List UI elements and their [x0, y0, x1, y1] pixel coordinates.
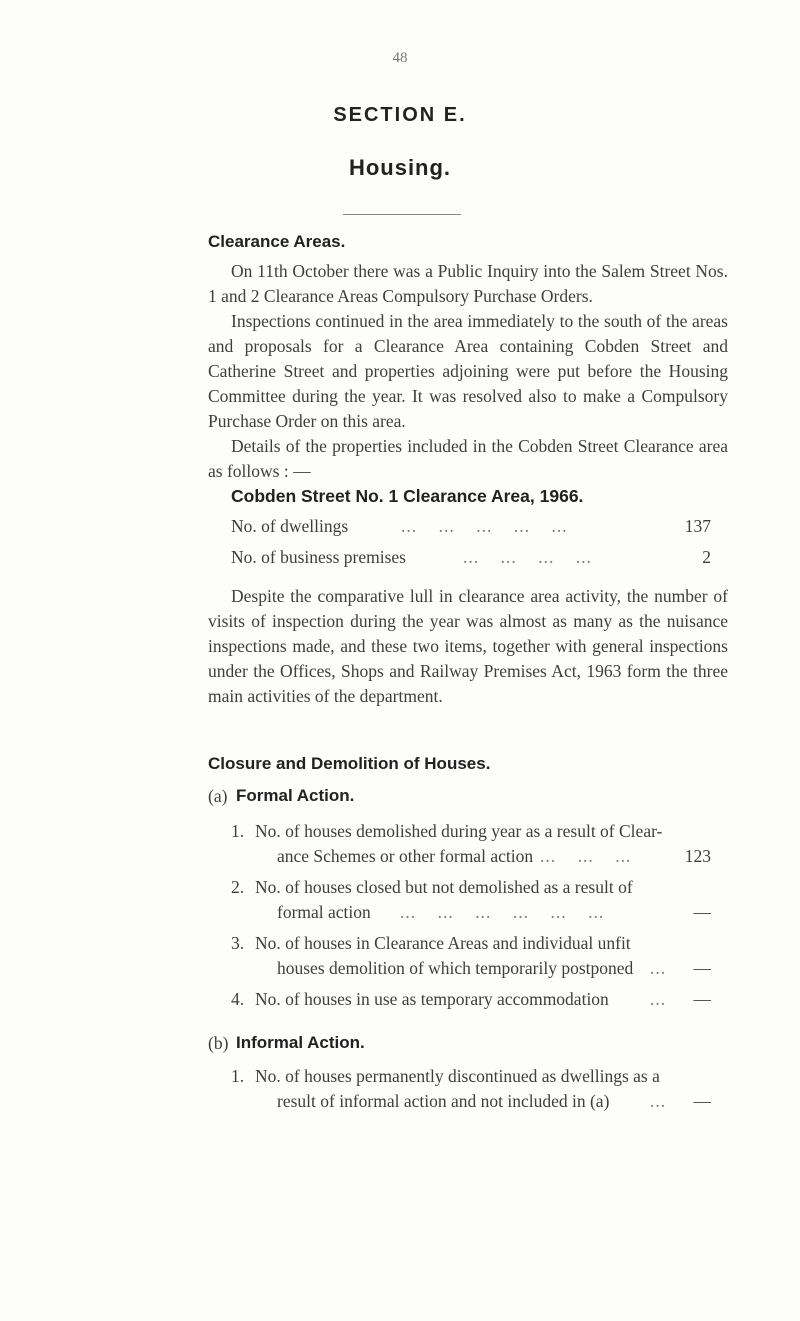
clearance-paragraph-3: Details of the properties included in the Cobden Street Clearance area as follows : — [208, 436, 728, 481]
informal-item-text-cont: result of informal action and not included in (a) [277, 1091, 610, 1111]
row-label: No. of business premises [231, 547, 406, 567]
formal-heading: Formal Action. [236, 786, 355, 805]
formal-item-value: — [693, 958, 711, 978]
clearance-heading: Clearance Areas. [208, 232, 346, 251]
formal-item-number: 4. [231, 989, 245, 1009]
formal-item-text: No. of houses demolished during year as a result of Clear- [255, 821, 663, 841]
row-value: 2 [702, 547, 711, 567]
row-value: 137 [684, 516, 711, 536]
formal-label: (a) [208, 786, 228, 806]
clearance-paragraph-4: Despite the comparative lull in clearance area activity, the number of visits of inspection during the year was almost as many as the nuisance inspections made, and these two items, together with general inspections under the Offices, Shops and Railway Premises Act, 1963 form the three main activities of the department. [208, 586, 728, 706]
informal-item-number: 1. [231, 1066, 245, 1086]
informal-heading: Informal Action. [236, 1033, 365, 1052]
page-number: 48 [392, 50, 408, 66]
document-page: 48 SECTION E. Housing. Clearance Areas. On 11th October there was a Public Inquiry into the Salem Street Nos. 1 and 2 Clearance Areas Compulsory Purchase Orders. Inspections continued in the area immediately to the south of the areas and proposals for a Clearance Area containing Cobden Street and Catherine Street and properties adjoining were put before the Housing Committee during the year. It was resolved also to make a Compulsory Purchase Order on this area. Details of the properties included in the Cobden Street Clearance area as follows : — Cobden Street No. 1 Clearance Area, 1966. No. of dwellings ... ... ... ... ... 137 No. of business premises ... ... ... ... 2 Despite the comparative lull in clearance area activity, the number of visits of inspection during the year was almost as many as the nuisance inspections made, and these two items, together with general inspections under the Offices, Shops and Railway Premises Act, 1963 form the three main activities of the department. Closure and Demolition of Houses. (a) Formal Action. 1. No. of houses demolished during year as a result of Clear- ance Schemes or other formal action ... ... ... 123 2. No. of houses closed but not demolished as a result of formal action ... ... ... ... ... ... — 3. No. of houses in Clearance Areas and individual unfit houses demolition of which temporarily postponed ... — 4. No. of houses in use as temporary accommodation ... — (b) Informal Action. 1. No. of houses permanently discontinued as dwellings as a result of informal action and not included in (a) ... — [0, 0, 800, 1321]
clearance-subheading: Cobden Street No. 1 Clearance Area, 1966. [231, 486, 584, 506]
formal-item-text: No. of houses in use as temporary accommodation [255, 989, 609, 1009]
clearance-row-dwellings: No. of dwellings ... ... ... ... ... 137 [231, 516, 711, 536]
title-divider [343, 214, 461, 215]
formal-item-value: 123 [684, 846, 711, 866]
formal-item-text-cont: houses demolition of which temporarily postponed [277, 958, 634, 978]
row-label: No. of dwellings [231, 516, 349, 536]
formal-item-text: No. of houses closed but not demolished as a result of [255, 877, 633, 897]
page-title: Housing. [348, 155, 452, 180]
section-label: SECTION E. [333, 104, 467, 126]
formal-item-text: No. of houses in Clearance Areas and individual unfit [255, 933, 631, 953]
formal-item-number: 3. [231, 933, 245, 953]
formal-item-value: — [693, 902, 711, 922]
informal-item-value: — [693, 1091, 711, 1111]
closure-heading: Closure and Demolition of Houses. [208, 754, 491, 773]
clearance-row-business: No. of business premises ... ... ... ... 2 [231, 547, 711, 567]
formal-item-number: 2. [231, 877, 245, 897]
formal-item-text-cont: formal action [277, 902, 371, 922]
clearance-paragraph-2: Inspections continued in the area immediately to the south of the areas and proposals for a Clearance Area containing Cobden Street and Catherine Street and properties adjoining were put before the Housing Committee during the year. It was resolved also to make a Compulsory Purchase Order on this area. [208, 311, 728, 431]
informal-item-text: No. of houses permanently discontinued as dwellings as a [255, 1066, 660, 1086]
informal-label: (b) [208, 1033, 229, 1053]
formal-item-value: — [693, 989, 711, 1009]
formal-item-number: 1. [231, 821, 245, 841]
clearance-paragraph-1: On 11th October there was a Public Inquiry into the Salem Street Nos. 1 and 2 Clearance Areas Compulsory Purchase Orders. [208, 261, 728, 306]
formal-item-text-cont: ance Schemes or other formal action [277, 846, 534, 866]
